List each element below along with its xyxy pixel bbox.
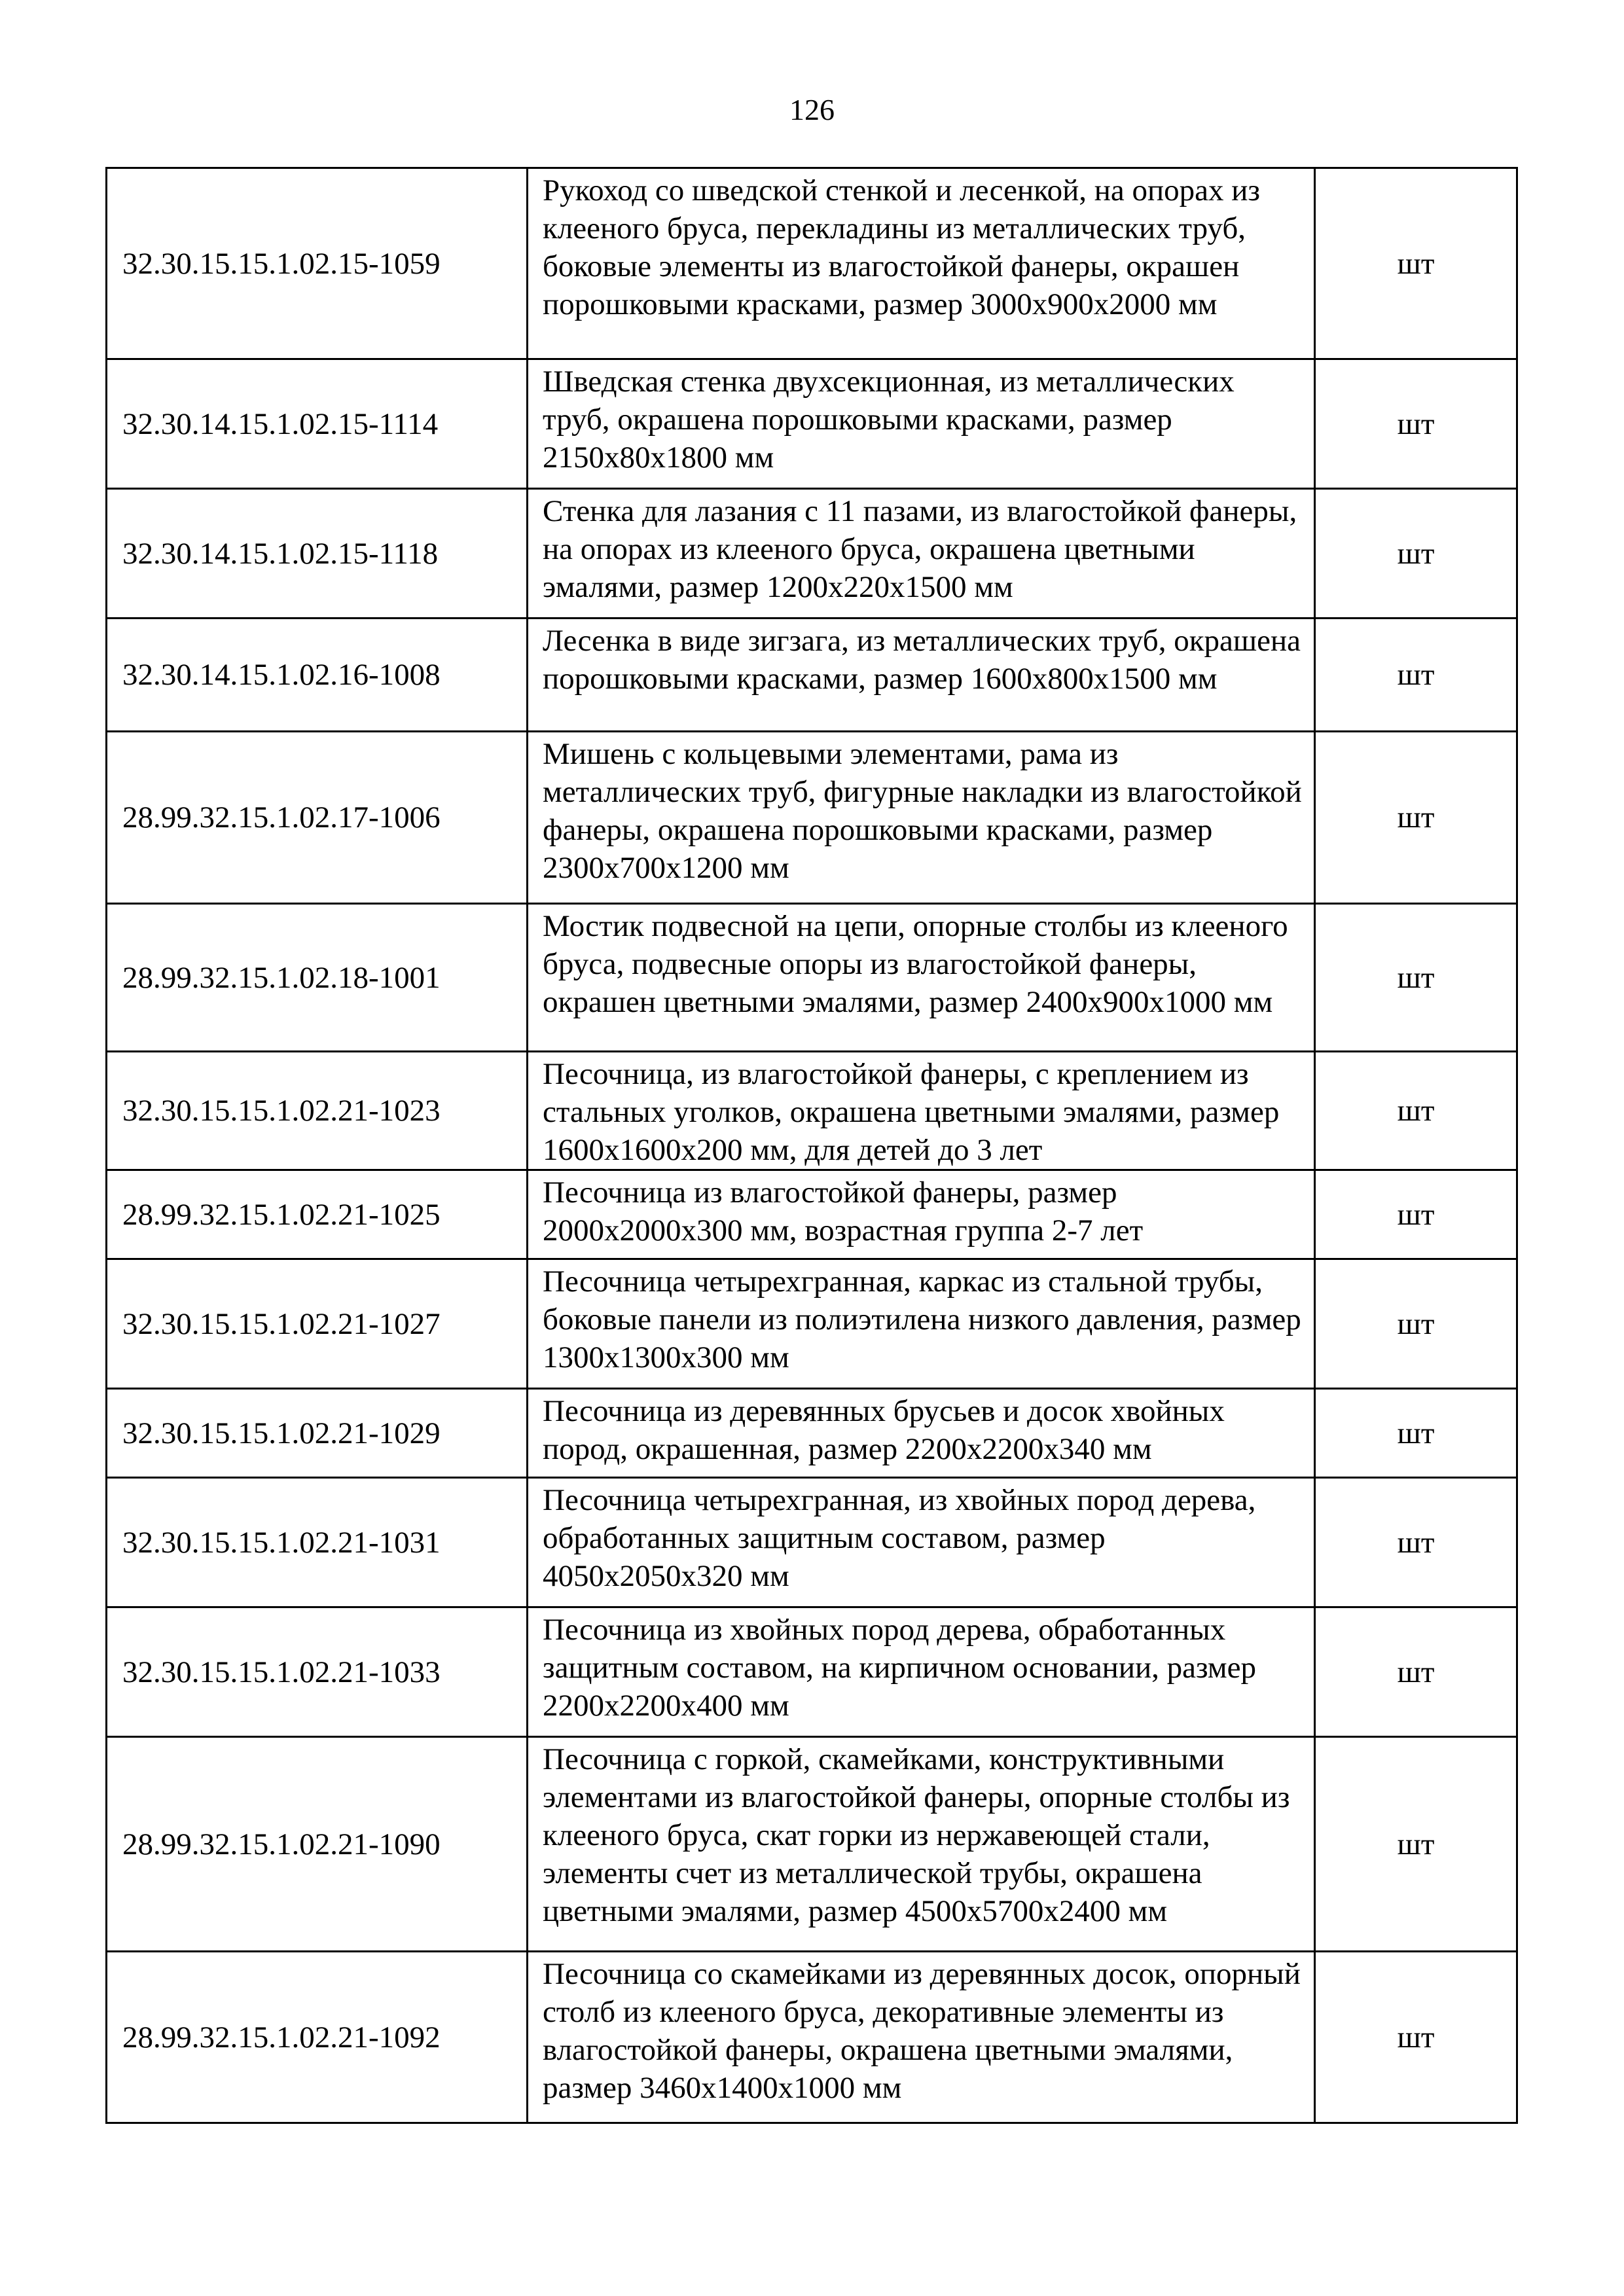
table-row	[107, 904, 1517, 1052]
resource-code: 28.99.32.15.1.02.18-1001	[107, 904, 528, 1052]
table-row	[107, 1052, 1517, 1170]
page-number: 126	[789, 93, 835, 126]
resource-description	[528, 1478, 1315, 1607]
resource-code: 28.99.32.15.1.02.21-1025	[107, 1170, 528, 1259]
resource-unit: шт	[1315, 1952, 1517, 2123]
resource-code: 32.30.15.15.1.02.21-1023	[107, 1052, 528, 1170]
resource-unit: шт	[1315, 1737, 1517, 1952]
resource-description	[528, 168, 1315, 359]
resource-code: 28.99.32.15.1.02.21-1090	[107, 1737, 528, 1952]
resource-unit: шт	[1315, 619, 1517, 732]
table-row	[107, 1170, 1517, 1259]
resource-unit: шт	[1315, 1478, 1517, 1607]
resource-unit: шт	[1315, 1389, 1517, 1478]
resource-unit: шт	[1315, 359, 1517, 489]
resource-description	[528, 1259, 1315, 1389]
table-row	[107, 489, 1517, 619]
resource-description-text: Шведская стенка двухсекционная, из металлических труб, окрашена порошковыми красками, размер 2150х80х1800 мм	[543, 365, 1235, 475]
table-row	[107, 619, 1517, 732]
table-row	[107, 359, 1517, 489]
table-row	[107, 168, 1517, 359]
resource-description	[528, 732, 1315, 904]
resource-description	[528, 1389, 1315, 1478]
resource-unit: шт	[1315, 1607, 1517, 1737]
resource-code: 32.30.14.15.1.02.15-1114	[107, 359, 528, 489]
resource-unit: шт	[1315, 904, 1517, 1052]
table-row	[107, 1607, 1517, 1737]
resource-description-text: Песочница четырехгранная, из хвойных пород дерева, обработанных защитным составом, размер 4050х2050х320 мм	[543, 1483, 1256, 1593]
resource-unit: шт	[1315, 1259, 1517, 1389]
resource-unit: шт	[1315, 168, 1517, 359]
resource-code: 32.30.15.15.1.02.21-1029	[107, 1389, 528, 1478]
resource-code: 32.30.15.15.1.02.21-1027	[107, 1259, 528, 1389]
resource-description-text: Песочница из влагостойкой фанеры, размер 2000х2000х300 мм, возрастная группа 2-7 лет	[543, 1175, 1144, 1247]
resource-description-text: Песочница из деревянных брусьев и досок хвойных пород, окрашенная, размер 2200х2200х340 мм	[543, 1394, 1225, 1466]
table-row	[107, 1478, 1517, 1607]
resource-unit: шт	[1315, 489, 1517, 619]
resource-description	[528, 1607, 1315, 1737]
resource-unit: шт	[1315, 732, 1517, 904]
resource-description-text: Песочница с горкой, скамейками, конструктивными элементами из влагостойкой фанеры, опорные столбы из клееного бруса, скат горки из нержавеющей стали, элементы счет из металлической трубы, окрашена цветными эмалями, размер 4500х5700х2400 мм	[543, 1742, 1290, 1928]
resource-description-text: Стенка для лазания с 11 пазами, из влагостойкой фанеры, на опорах из клееного бруса, окрашена цветными эмалями, размер 1200х220х1500 мм	[543, 494, 1297, 604]
resource-description-text: Песочница со скамейками из деревянных досок, опорный столб из клееного бруса, декоративные элементы из влагостойкой фанеры, окрашена цветными эмалями, размер 3460х1400х1000 мм	[543, 1957, 1301, 2105]
resource-description	[528, 489, 1315, 619]
resource-description	[528, 1952, 1315, 2123]
resource-description-text: Мостик подвесной на цепи, опорные столбы из клееного бруса, подвесные опоры из влагостойкой фанеры, окрашен цветными эмалями, размер 2400х900х1000 мм	[543, 909, 1288, 1019]
table-row	[107, 1259, 1517, 1389]
resource-code: 32.30.15.15.1.02.21-1033	[107, 1607, 528, 1737]
resource-description-text: Песочница четырехгранная, каркас из стальной трубы, боковые панели из полиэтилена низкого давления, размер 1300х1300х300 мм	[543, 1265, 1301, 1374]
resource-table	[105, 167, 1518, 2124]
resource-code: 28.99.32.15.1.02.21-1092	[107, 1952, 528, 2123]
resource-description	[528, 1170, 1315, 1259]
resource-description-text: Рукоход со шведской стенкой и лесенкой, на опорах из клееного бруса, перекладины из металлических труб, боковые элементы из влагостойкой фанеры, окрашен порошковыми красками, размер 3000х900х2000 мм	[543, 173, 1260, 321]
table-row	[107, 1737, 1517, 1952]
resource-description-text: Лесенка в виде зигзага, из металлических труб, окрашена порошковыми красками, размер 1600х800х1500 мм	[543, 624, 1301, 696]
resource-description-text: Песочница, из влагостойкой фанеры, с креплением из стальных уголков, окрашена цветными эмалями, размер 1600х1600х200 мм, для детей до 3 лет	[543, 1057, 1280, 1167]
resource-code: 32.30.15.15.1.02.15-1059	[107, 168, 528, 359]
resource-code: 32.30.15.15.1.02.21-1031	[107, 1478, 528, 1607]
resource-description	[528, 1052, 1315, 1170]
resource-code: 28.99.32.15.1.02.17-1006	[107, 732, 528, 904]
table-row	[107, 1952, 1517, 2123]
resource-unit: шт	[1315, 1052, 1517, 1170]
resource-description	[528, 619, 1315, 732]
resource-code: 32.30.14.15.1.02.16-1008	[107, 619, 528, 732]
resource-description-text: Мишень с кольцевыми элементами, рама из металлических труб, фигурные накладки из влагостойкой фанеры, окрашена порошковыми красками, размер 2300х700х1200 мм	[543, 737, 1302, 885]
table-row	[107, 1389, 1517, 1478]
resource-description-text: Песочница из хвойных пород дерева, обработанных защитным составом, на кирпичном основании, размер 2200х2200х400 мм	[543, 1613, 1256, 1723]
resource-description	[528, 1737, 1315, 1952]
resource-description	[528, 904, 1315, 1052]
resource-description	[528, 359, 1315, 489]
resource-code: 32.30.14.15.1.02.15-1118	[107, 489, 528, 619]
table-row	[107, 732, 1517, 904]
resource-unit: шт	[1315, 1170, 1517, 1259]
